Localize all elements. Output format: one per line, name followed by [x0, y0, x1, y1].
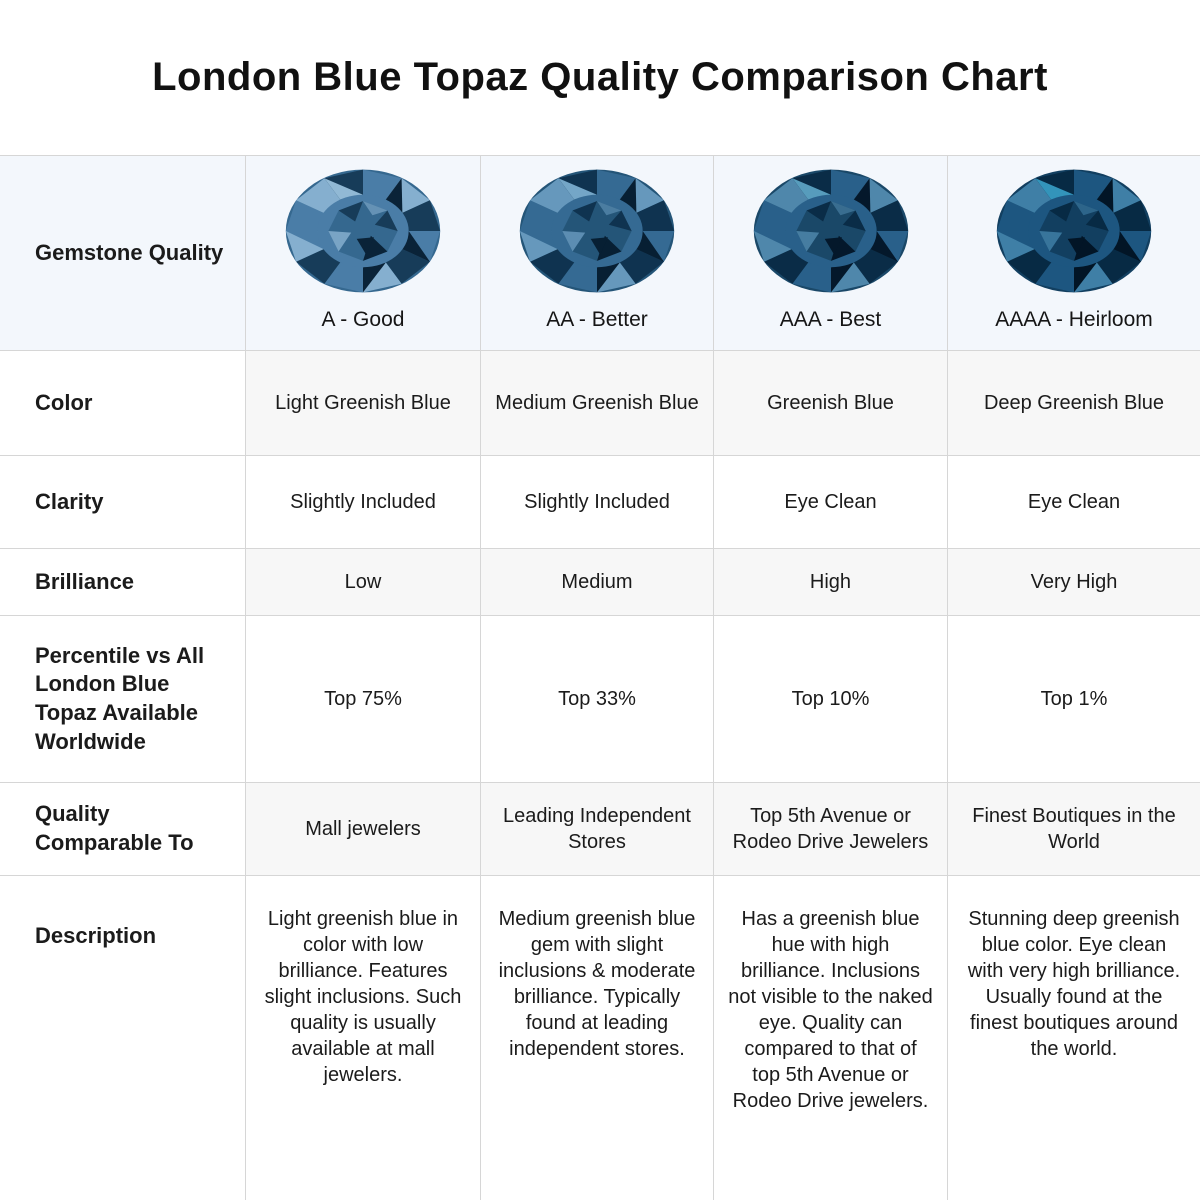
- table-cell-clarity-aa: Slightly Included: [480, 456, 713, 549]
- table-cell-description-a: Light greenish blue in color with low brilliance. Features slight inclusions. Such quality is usually available at mall jewelers.: [245, 876, 480, 1200]
- gem-image-aaa-best: [752, 168, 910, 294]
- table-cell-description-aa: Medium greenish blue gem with slight inclusions & moderate brilliance. Typically found at leading independent stores.: [480, 876, 713, 1200]
- table-cell-comparable-aa: Leading Independent Stores: [480, 783, 713, 876]
- table-cell-percentile-aaaa: Top 1%: [947, 616, 1200, 783]
- table-cell-clarity-aaa: Eye Clean: [713, 456, 947, 549]
- row-label-quality-comparable-to: Quality Comparable To: [0, 783, 245, 876]
- table-cell-color-aaaa: Deep Greenish Blue: [947, 351, 1200, 456]
- table-cell-color-aa: Medium Greenish Blue: [480, 351, 713, 456]
- row-label-percentile: Percentile vs All London Blue Topaz Available Worldwide: [0, 616, 245, 783]
- column-header-aa-better: [480, 156, 713, 351]
- gem-image-a-good: [284, 168, 442, 294]
- gem-image-aa-better: [518, 168, 676, 294]
- gem-image-aaaa-heirloom: [995, 168, 1153, 294]
- column-header-aaa-best: [713, 156, 947, 351]
- row-label-clarity: Clarity: [0, 456, 245, 549]
- table-cell-color-aaa: Greenish Blue: [713, 351, 947, 456]
- page-title: London Blue Topaz Quality Comparison Chart: [152, 55, 1048, 99]
- table-cell-comparable-aaa: Top 5th Avenue or Rodeo Drive Jewelers: [713, 783, 947, 876]
- row-label-brilliance: Brilliance: [0, 549, 245, 616]
- table-cell-brilliance-aaaa: Very High: [947, 549, 1200, 616]
- comparison-table: [0, 155, 1200, 1200]
- table-cell-brilliance-aa: Medium: [480, 549, 713, 616]
- column-header-aaaa-heirloom: [947, 156, 1200, 351]
- table-cell-percentile-aaa: Top 10%: [713, 616, 947, 783]
- table-cell-brilliance-aaa: High: [713, 549, 947, 616]
- table-cell-clarity-a: Slightly Included: [245, 456, 480, 549]
- table-cell-color-a: Light Greenish Blue: [245, 351, 480, 456]
- gem-grade-label: AAAA - Heirloom: [995, 308, 1153, 332]
- table-cell-description-aaa: Has a greenish blue hue with high brilliance. Inclusions not visible to the naked eye. Quality can compared to that of top 5th Avenue or Rodeo Drive jewelers.: [713, 876, 947, 1200]
- row-header-gemstone-quality: Gemstone Quality: [0, 156, 245, 351]
- table-cell-percentile-aa: Top 33%: [480, 616, 713, 783]
- table-cell-brilliance-a: Low: [245, 549, 480, 616]
- column-header-a-good: [245, 156, 480, 351]
- gem-grade-label: AAA - Best: [779, 308, 882, 332]
- table-cell-comparable-aaaa: Finest Boutiques in the World: [947, 783, 1200, 876]
- row-label-description: Description: [0, 876, 245, 1200]
- gem-grade-label: AA - Better: [546, 308, 648, 332]
- gem-grade-label: A - Good: [321, 308, 405, 332]
- table-cell-clarity-aaaa: Eye Clean: [947, 456, 1200, 549]
- row-label-color: Color: [0, 351, 245, 456]
- table-cell-description-aaaa: Stunning deep greenish blue color. Eye clean with very high brilliance. Usually found at the finest boutiques around the world.: [947, 876, 1200, 1200]
- table-cell-percentile-a: Top 75%: [245, 616, 480, 783]
- table-cell-comparable-a: Mall jewelers: [245, 783, 480, 876]
